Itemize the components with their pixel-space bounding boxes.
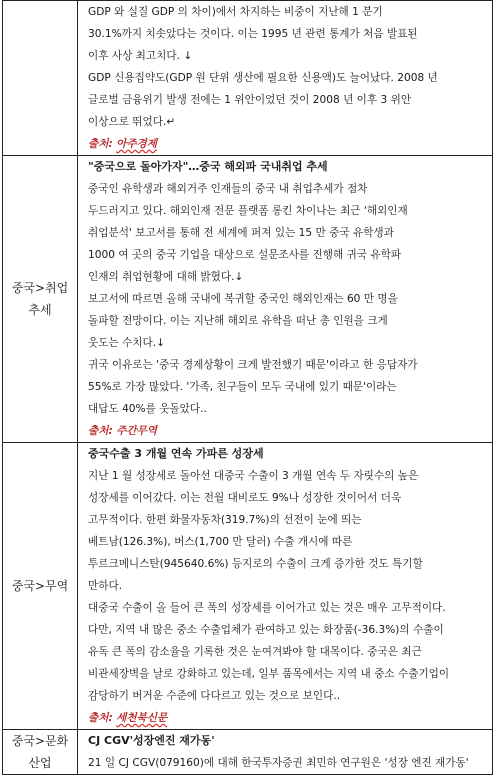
source-line xyxy=(88,420,486,442)
category-label: 중국>무역 xyxy=(11,579,69,593)
body-line: 만하다. xyxy=(88,580,123,592)
body-line: 지난 1 월 성장세로 돌아선 대중국 수출이 3 개월 연속 두 자릿수의 높은 xyxy=(88,470,419,482)
body-line: 고무적이다. 한편 화물자동차(319.7%)의 선전이 눈에 띄는 xyxy=(88,514,362,526)
body-line: 돌파할 전망이다. 이는 지난해 해외로 유학을 떠난 총 인원을 크게 xyxy=(88,315,388,327)
body-text: GDP 신용집약도(GDP 원 단위 생산에 필요한 신용액)도 늘어났다. 2008 년 xyxy=(88,72,438,84)
body-line: 웃도는 수치다.↓ xyxy=(88,337,166,349)
category-cell xyxy=(3,730,78,775)
content-cell xyxy=(78,443,493,730)
body-line: 21 일 CJ CGV(079160)에 대해 한국투자증권 최민하 연구원은 '성장 엔진 재가동' xyxy=(88,757,469,769)
body-line: 인재의 취업현황에 대해 밝혔다.↓ xyxy=(88,271,244,283)
category-cell xyxy=(3,156,78,443)
source-label: 출처: xyxy=(88,138,113,150)
news-summary-table xyxy=(2,0,493,775)
body-line: 중국인 유학생과 해외거주 인재들의 중국 내 취업추세가 점차 xyxy=(88,183,368,195)
table-row xyxy=(3,1,493,156)
source-name: 주간무역 xyxy=(116,425,158,437)
body-line: 30.1%까지 치솟았다는 것이다. 이는 1995 년 관련 통계가 처음 발표된 xyxy=(88,28,418,40)
category-label: 중국>취업 xyxy=(11,281,69,295)
body-line: 이상으로 뛰었다.↵ xyxy=(88,116,176,128)
body-line: GDP 와 실질 GDP 의 차이)에서 차지하는 비중이 지난해 1 분기 xyxy=(88,6,383,18)
body-line: 1000 여 곳의 중국 기업을 대상으로 설문조사를 진행해 귀국 유학파 xyxy=(88,249,402,261)
article-heading: 중국수출 3 개월 연속 가파른 성장세 xyxy=(88,447,264,460)
body-line: 비관세장벽을 날로 강화하고 있는데, 일부 품목에서는 지역 내 중소 수출기업이 xyxy=(88,668,450,680)
content-cell xyxy=(78,1,493,156)
body-line: 대답도 40%를 웃돌았다.. xyxy=(88,403,207,415)
body-line: 보고서에 따르면 올해 국내에 복귀할 중국인 해외인재는 60 만 명을 xyxy=(88,293,398,305)
content-cell xyxy=(78,156,493,443)
body-line: 귀국 이유로는 '중국 경제상황이 크게 발전했기 때문'이라고 한 응답자가 xyxy=(88,359,418,371)
body-line: 취업분석' 보고서를 통해 전 세계에 퍼져 있는 15 만 중국 유학생과 xyxy=(88,227,394,239)
content-cell xyxy=(78,730,493,775)
body-line: 두드러지고 있다. 해외인재 전문 플랫폼 롱킨 차이나는 최근 '해외인재 xyxy=(88,205,408,217)
body-line: 감당하기 버거운 수준에 다다르고 있는 것으로 보인다.. xyxy=(88,690,341,702)
category-cell xyxy=(3,1,78,156)
body-line: 다만, 지역 내 많은 중소 수출업체가 관여하고 있는 화장품(-36.3%)의 수출이 xyxy=(88,624,444,636)
table-row xyxy=(3,443,493,730)
article-heading: "중국으로 돌아가자"…중국 해외파 국내취업 추세 xyxy=(88,160,328,173)
body-line: 이후 사상 최고치다. ↓ xyxy=(88,50,193,62)
body-line: 대중국 수출이 올 들어 큰 폭의 성장세를 이어가고 있는 것은 매우 고무적이다. xyxy=(88,602,446,614)
body-line: 성장세를 이어갔다. 이는 전월 대비로도 9%나 성장한 것이어서 더욱 xyxy=(88,492,402,504)
source-label: 출처: xyxy=(88,425,113,437)
table-row xyxy=(3,156,493,443)
source-name: 아주경제 xyxy=(116,138,158,150)
category-label: 중국>문화 xyxy=(11,734,69,748)
body-line: 베트남(126.3%), 버스(1,700 만 달러) 수출 개시에 따른 xyxy=(88,536,353,548)
body-line: 유독 큰 폭의 감소율을 기록한 것은 눈여겨봐야 할 대목이다. 중국은 최근 xyxy=(88,646,422,658)
body-line: 글로벌 금융위기 발생 전에는 1 위안이었던 것이 2008 년 이후 3 위안 xyxy=(88,94,412,106)
body-line: 55%로 가장 많았다. '가족, 친구들이 모두 국내에 있기 때문'이라는 xyxy=(88,381,397,393)
body-line xyxy=(88,67,486,89)
table-row xyxy=(3,730,493,775)
body-line: 투르크메니스탄(945640.6%) 등지로의 수출이 크게 증가한 것도 특기할 xyxy=(88,558,423,570)
source-label: 출처: xyxy=(88,712,113,724)
source-name: 세천북신문 xyxy=(116,712,168,724)
category-label: 산업 xyxy=(28,756,52,770)
source-line xyxy=(88,133,486,155)
category-cell xyxy=(3,443,78,730)
article-heading: CJ CGV'성장엔진 재가동' xyxy=(88,734,215,747)
category-label: 추세 xyxy=(28,303,52,317)
source-line xyxy=(88,707,486,729)
